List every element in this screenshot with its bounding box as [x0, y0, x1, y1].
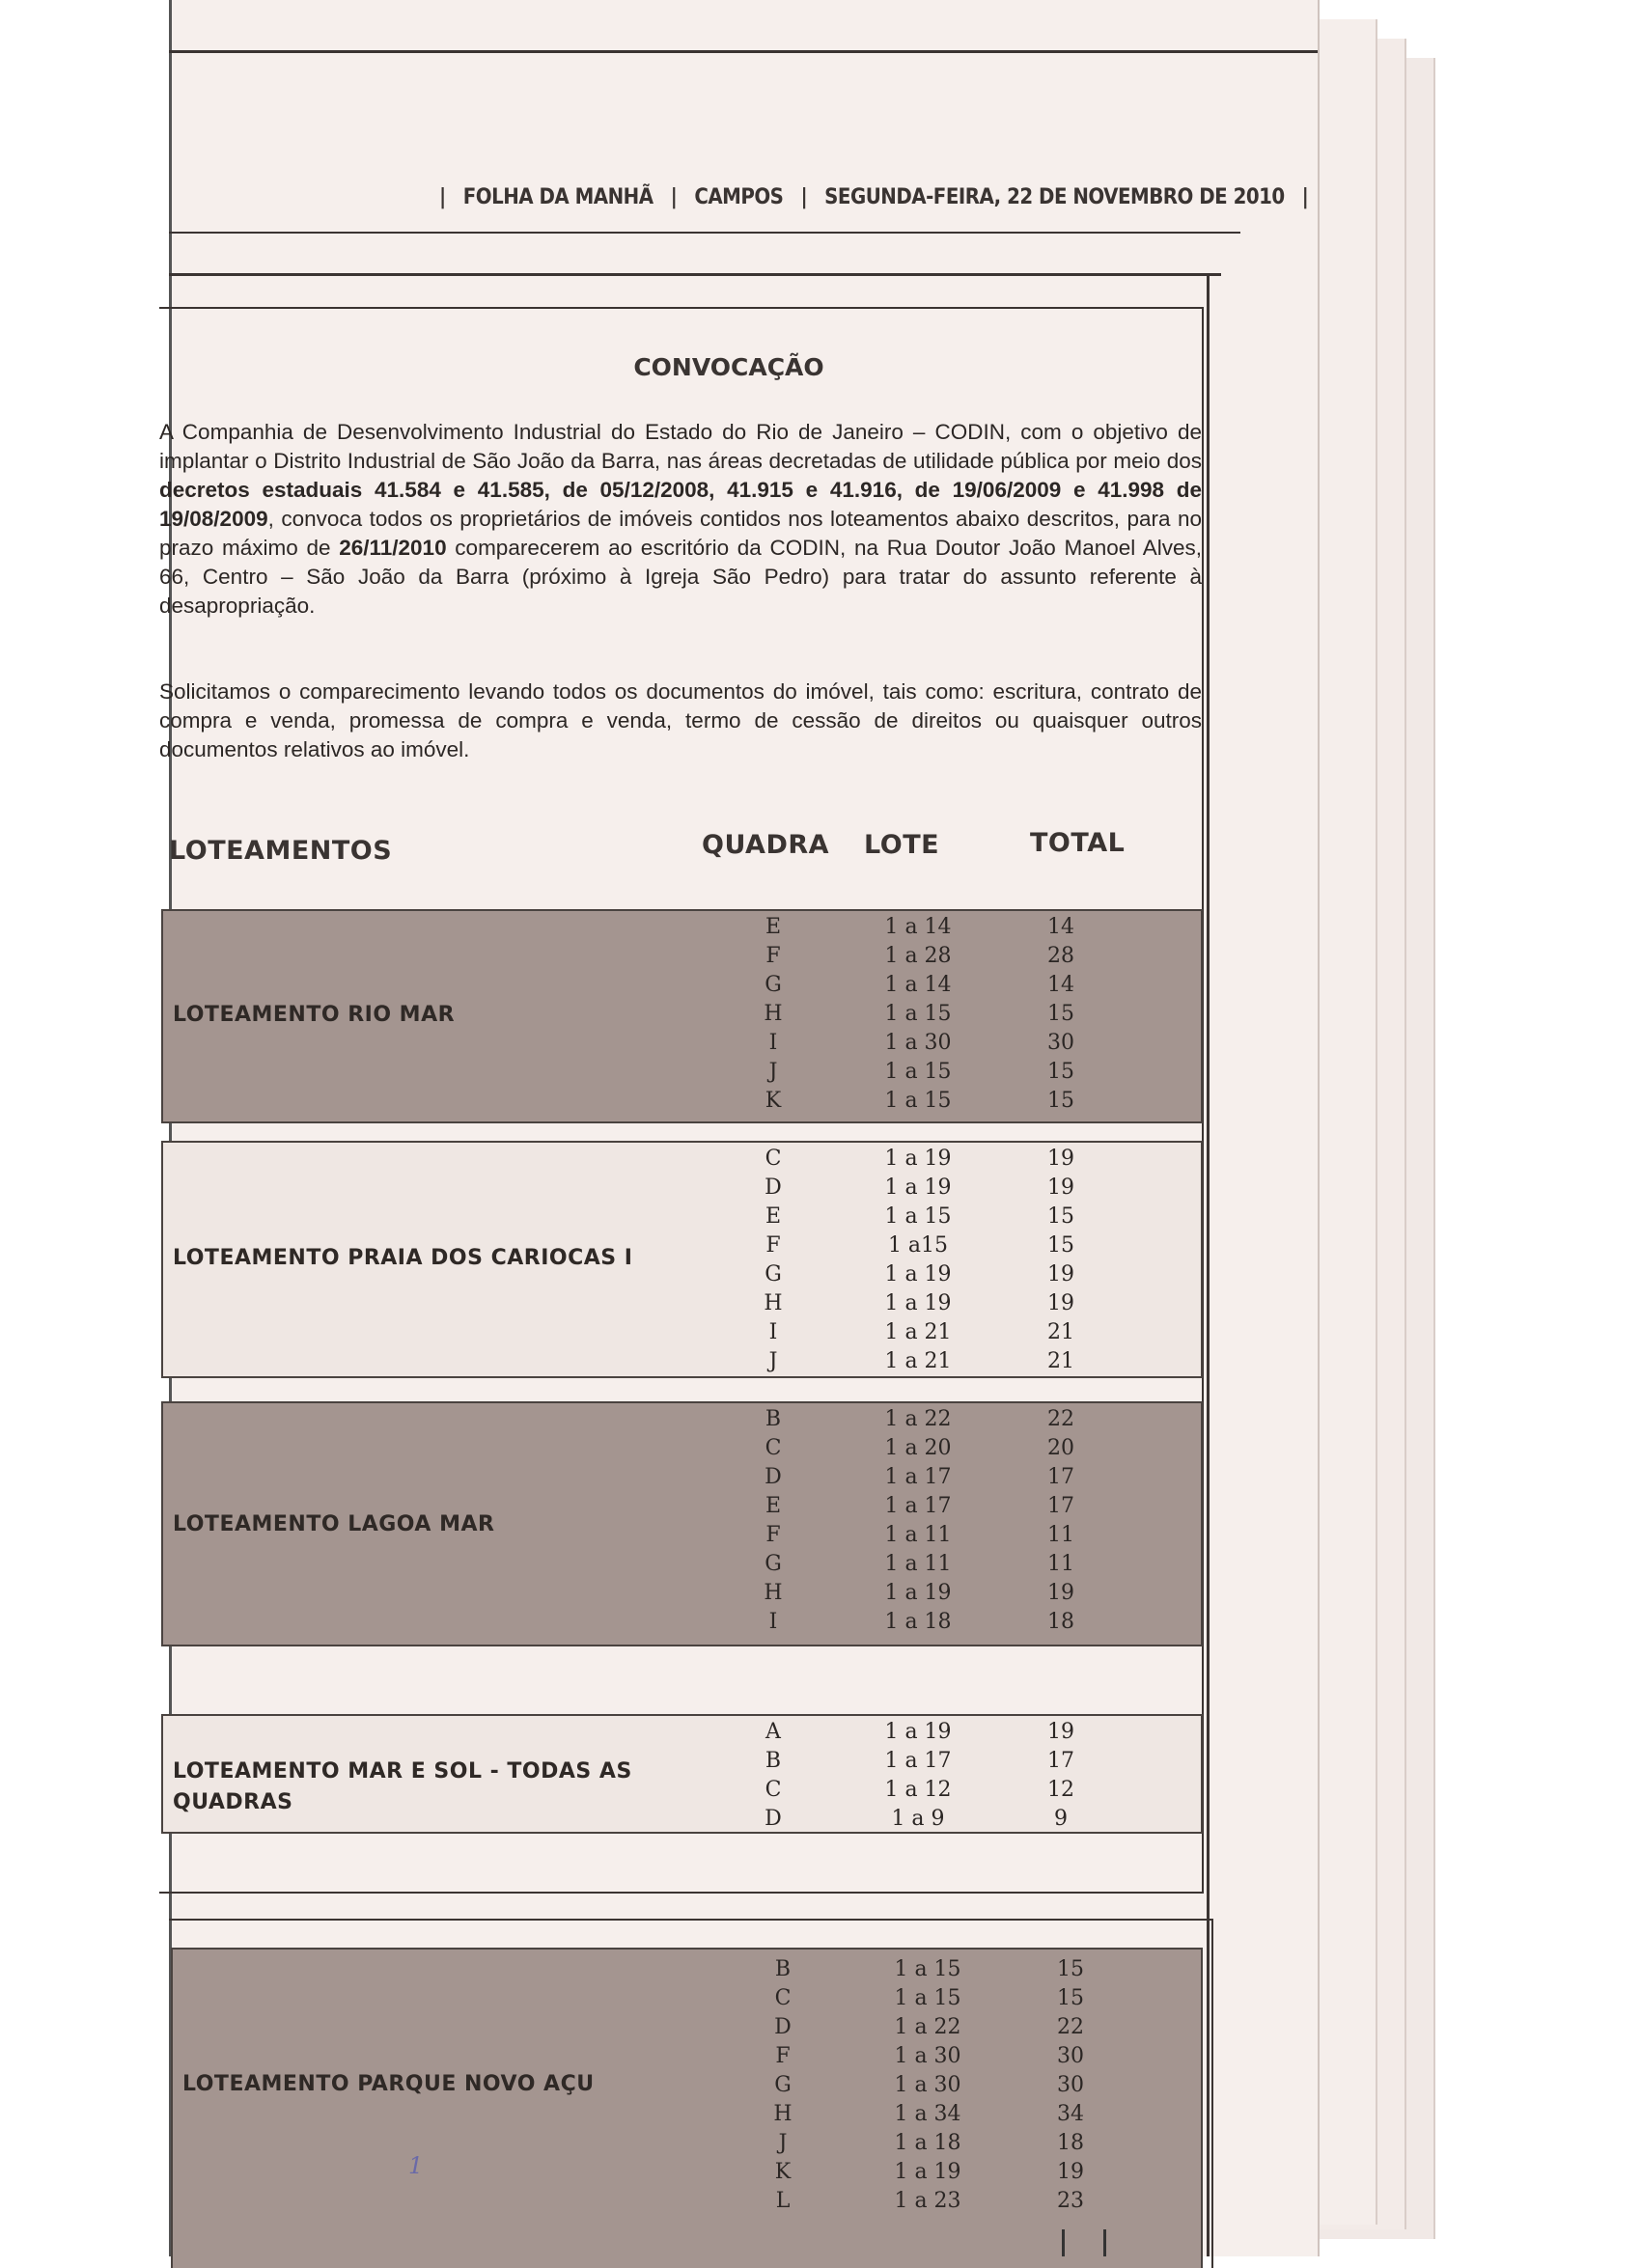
lote-cell: 1 a15 — [887, 1233, 949, 1258]
total-cell: 15 — [1057, 1957, 1084, 1981]
total-cell: 19 — [1047, 1147, 1074, 1171]
lote-cell: 1 a 15 — [894, 1986, 961, 2010]
table-row — [163, 1089, 1201, 1118]
column-header-loteamentos: LOTEAMENTOS — [169, 836, 393, 866]
lote-cell: 1 a 28 — [884, 944, 952, 968]
lote-cell: 1 a 15 — [884, 1204, 952, 1229]
table-row — [163, 1749, 1201, 1778]
table-row — [163, 1523, 1201, 1552]
quadra-cell: K — [774, 2160, 792, 2184]
lote-cell: 1 a 19 — [884, 1262, 952, 1286]
table-row — [163, 1031, 1201, 1060]
total-cell: 30 — [1057, 2073, 1084, 2097]
total-cell: 28 — [1047, 944, 1074, 968]
quadra-cell: I — [768, 1031, 778, 1055]
quadra-cell: F — [765, 1233, 781, 1258]
lote-cell: 1 a 15 — [884, 1002, 952, 1026]
top-rule — [169, 50, 1318, 53]
lote-cell: 1 a 19 — [884, 1720, 952, 1744]
group-mar-e-sol — [161, 1714, 1203, 1834]
table-row — [163, 1204, 1201, 1233]
table-row — [163, 1002, 1201, 1031]
total-cell: 15 — [1047, 1233, 1074, 1258]
quadra-cell: E — [765, 915, 782, 939]
table-row — [163, 973, 1201, 1002]
table-row — [173, 1986, 1201, 2015]
table-row — [173, 2044, 1201, 2073]
lote-cell: 1 a 15 — [894, 1957, 961, 1981]
table-row — [163, 1807, 1201, 1836]
quadra-cell: H — [773, 2102, 793, 2126]
total-cell: 11 — [1047, 1552, 1074, 1576]
notice-title: CONVOCAÇÃO — [633, 353, 824, 381]
lote-cell: 1 a 30 — [894, 2044, 961, 2068]
handwritten-mark: 1 — [408, 2152, 424, 2179]
total-cell: 14 — [1047, 973, 1074, 997]
table-row — [163, 944, 1201, 973]
lote-cell: 1 a 15 — [884, 1089, 952, 1113]
total-cell: 22 — [1047, 1407, 1074, 1431]
city-name: CAMPOS — [694, 185, 784, 209]
lote-cell: 1 a 18 — [894, 2131, 961, 2155]
total-cell: 19 — [1047, 1175, 1074, 1200]
total-cell: 15 — [1047, 1089, 1074, 1113]
lote-cell: 1 a 22 — [884, 1407, 952, 1431]
quadra-cell: H — [764, 1291, 783, 1315]
quadra-cell: G — [765, 1262, 782, 1286]
total-cell: 17 — [1047, 1749, 1074, 1773]
lote-cell: 1 a 12 — [884, 1778, 952, 1802]
quadra-cell: F — [765, 944, 781, 968]
table-row — [163, 1436, 1201, 1465]
table-row — [163, 1349, 1201, 1378]
lote-cell: 1 a 21 — [884, 1320, 952, 1344]
table-row — [163, 1720, 1201, 1749]
quadra-cell: E — [765, 1494, 782, 1518]
lote-cell: 1 a 17 — [884, 1749, 952, 1773]
newspaper-page — [159, 0, 1320, 2256]
total-cell: 17 — [1047, 1494, 1074, 1518]
group-name: LOTEAMENTO RIO MAR — [173, 1003, 456, 1027]
quadra-cell: C — [774, 1986, 792, 2010]
page-header: | FOLHA DA MANHÃ | CAMPOS | SEGUNDA-FEIRA, 22 DE NOVEMBRO DE 2010 | — [439, 185, 1309, 209]
table-row — [163, 1465, 1201, 1494]
lote-cell: 1 a 14 — [884, 915, 952, 939]
paper-name: FOLHA DA MANHÃ — [462, 185, 654, 209]
lote-cell: 1 a 34 — [894, 2102, 961, 2126]
quadra-cell: G — [765, 1552, 782, 1576]
notice-paragraph-1: A Companhia de Desenvolvimento Industrial do Estado do Rio de Janeiro – CODIN, com o objetivo de implantar o Distrito Industrial de São João da Barra, nas áreas decretadas de utilidade pública por meio dos decretos estaduais 41.584 e 41.585, de 05/12/2008, 41.915 e 41.916, de 19/06/2009 e 41.998 de 19/08/2009, convoca todos os proprietários de imóveis contidos nos loteamentos abaixo descritos, para no prazo máximo de 26/11/2010 comparecerem ao escritório da CODIN, na Rua Doutor João Manoel Alves, 66, Centro – São João da Barra (próximo à Igreja São Pedro) para tratar do assunto referente à desapropriação. — [159, 420, 1203, 618]
quadra-cell: I — [768, 1610, 778, 1634]
total-cell: 22 — [1057, 2015, 1084, 2039]
table-row — [163, 1320, 1201, 1349]
lote-cell: 1 a 19 — [894, 2160, 961, 2184]
table-row — [173, 2015, 1201, 2044]
quadra-cell: D — [765, 1175, 782, 1200]
quadra-cell: D — [774, 2015, 792, 2039]
notice-paragraph-2: Solicitamos o comparecimento levando todos os documentos do imóvel, tais como: escritura, contrato de compra e venda, promessa de compra e venda, termo de cessão de direitos ou quaisquer outros documentos relativos ao imóvel. — [159, 679, 1202, 761]
quadra-cell: K — [765, 1089, 782, 1113]
table-row — [163, 1407, 1201, 1436]
table-row — [173, 2131, 1201, 2160]
header-rule — [169, 273, 1221, 276]
total-cell: 18 — [1057, 2131, 1084, 2155]
lote-cell: 1 a 9 — [891, 1807, 945, 1831]
table-row — [163, 1233, 1201, 1262]
group-praia-dos-cariocas — [161, 1141, 1203, 1378]
quadra-cell: G — [774, 2073, 792, 2097]
total-cell: 19 — [1047, 1262, 1074, 1286]
table-row — [163, 1291, 1201, 1320]
total-cell: 21 — [1047, 1320, 1074, 1344]
lote-cell: 1 a 17 — [884, 1465, 952, 1489]
total-cell: 15 — [1047, 1060, 1074, 1084]
total-cell: 19 — [1057, 2160, 1084, 2184]
fold-lines — [1062, 2229, 1106, 2256]
lote-cell: 1 a 15 — [884, 1060, 952, 1084]
lote-cell: 1 a 14 — [884, 973, 952, 997]
total-cell: 19 — [1047, 1291, 1074, 1315]
quadra-cell: C — [765, 1436, 782, 1460]
quadra-cell: B — [774, 1957, 792, 1981]
quadra-cell: J — [778, 2131, 788, 2155]
quadra-cell: A — [765, 1720, 781, 1744]
lote-cell: 1 a 23 — [894, 2189, 961, 2213]
total-cell: 30 — [1057, 2044, 1084, 2068]
quadra-cell: D — [765, 1465, 782, 1489]
group-name: LOTEAMENTO MAR E SOL - TODAS AS QUADRAS — [173, 1759, 632, 1814]
group-lagoa-mar — [161, 1401, 1203, 1646]
lote-cell: 1 a 20 — [884, 1436, 952, 1460]
total-cell: 9 — [1054, 1807, 1068, 1831]
quadra-cell: E — [765, 1204, 782, 1229]
lote-cell: 1 a 30 — [894, 2073, 961, 2097]
total-cell: 11 — [1047, 1523, 1074, 1547]
lote-cell: 1 a 21 — [884, 1349, 952, 1373]
group-rio-mar — [161, 909, 1203, 1123]
total-cell: 15 — [1047, 1204, 1074, 1229]
quadra-cell: F — [775, 2044, 791, 2068]
quadra-cell: H — [764, 1581, 783, 1605]
total-cell: 17 — [1047, 1465, 1074, 1489]
lote-cell: 1 a 22 — [894, 2015, 961, 2039]
table-row — [173, 2102, 1201, 2131]
total-cell: 14 — [1047, 915, 1074, 939]
quadra-cell: L — [775, 2189, 791, 2213]
total-cell: 15 — [1047, 1002, 1074, 1026]
total-cell: 21 — [1047, 1349, 1074, 1373]
group-parque-novo-acu — [171, 1948, 1203, 2268]
column-header-quadra: QUADRA — [702, 830, 830, 860]
quadra-cell: B — [765, 1749, 782, 1773]
total-cell: 19 — [1047, 1720, 1074, 1744]
table-row — [173, 1957, 1201, 1986]
table-row — [163, 1552, 1201, 1581]
lote-cell: 1 a 30 — [884, 1031, 952, 1055]
header-rule — [169, 232, 1240, 234]
lote-cell: 1 a 11 — [884, 1523, 952, 1547]
table-row — [173, 2073, 1201, 2102]
quadra-cell: J — [768, 1349, 778, 1373]
quadra-cell: B — [765, 1407, 782, 1431]
table-row — [163, 1610, 1201, 1639]
table-row — [163, 1494, 1201, 1523]
quadra-cell: C — [765, 1147, 782, 1171]
table-row — [163, 1060, 1201, 1089]
table-row — [173, 2160, 1201, 2189]
table-row — [163, 915, 1201, 944]
lote-cell: 1 a 11 — [884, 1552, 952, 1576]
quadra-cell: H — [764, 1002, 783, 1026]
column-header-lote: LOTE — [864, 830, 940, 860]
lote-cell: 1 a 18 — [884, 1610, 952, 1634]
quadra-cell: I — [768, 1320, 778, 1344]
group-name: LOTEAMENTO LAGOA MAR — [173, 1512, 495, 1536]
table-row — [163, 1262, 1201, 1291]
quadra-cell: F — [765, 1523, 781, 1547]
table-row — [163, 1175, 1201, 1204]
total-cell: 12 — [1047, 1778, 1074, 1802]
quadra-cell: J — [768, 1060, 778, 1084]
table-row — [173, 2189, 1201, 2218]
total-cell: 15 — [1057, 1986, 1084, 2010]
total-cell: 20 — [1047, 1436, 1074, 1460]
lote-cell: 1 a 19 — [884, 1291, 952, 1315]
quadra-cell: D — [765, 1807, 782, 1831]
total-cell: 23 — [1057, 2189, 1084, 2213]
issue-date: SEGUNDA-FEIRA, 22 DE NOVEMBRO DE 2010 — [824, 185, 1285, 209]
table-row — [163, 1581, 1201, 1610]
group-name: LOTEAMENTO PRAIA DOS CARIOCAS I — [173, 1246, 633, 1270]
table-row — [163, 1778, 1201, 1807]
quadra-cell: C — [765, 1778, 782, 1802]
table-row — [163, 1147, 1201, 1175]
lote-cell: 1 a 17 — [884, 1494, 952, 1518]
total-cell: 18 — [1047, 1610, 1074, 1634]
total-cell: 34 — [1057, 2102, 1084, 2126]
lote-cell: 1 a 19 — [884, 1147, 952, 1171]
group-name: LOTEAMENTO PARQUE NOVO AÇU — [182, 2072, 595, 2096]
lote-cell: 1 a 19 — [884, 1175, 952, 1200]
total-cell: 19 — [1047, 1581, 1074, 1605]
column-header-total: TOTAL — [1030, 828, 1126, 858]
total-cell: 30 — [1047, 1031, 1074, 1055]
quadra-cell: G — [765, 973, 782, 997]
lote-cell: 1 a 19 — [884, 1581, 952, 1605]
